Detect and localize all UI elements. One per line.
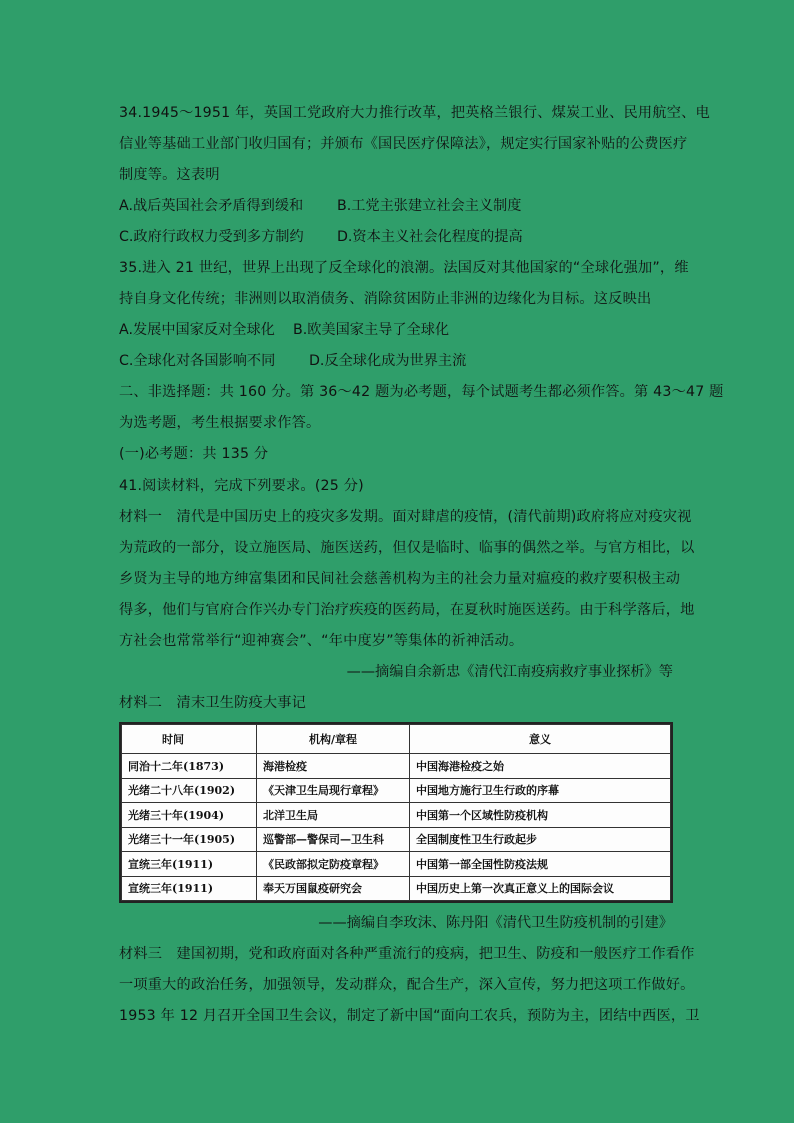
table-cell-significance: 中国第一个区域性防疫机构: [410, 803, 671, 828]
table-header-significance: 意义: [410, 725, 671, 754]
material1-line-3: 乡贤为主导的地方绅富集团和民间社会慈善机构为主的社会力量对瘟疫的救疗要积极主动: [119, 571, 681, 587]
table-cell-institution: 海港检疫: [257, 754, 410, 779]
q35-text-line-1: 35.进入 21 世纪，世界上出现了反全球化的浪潮。法国反对其他国家的“全球化强加”，维: [119, 260, 689, 276]
material1-line-4: 得多，他们与官府合作兴办专门治疗疾疫的医药局，在夏秋时施医送药。由于科学落后，地: [119, 602, 695, 618]
table-cell-institution: 《天津卫生局现行章程》: [257, 778, 410, 803]
table-cell-institution: 《民政部拟定防疫章程》: [257, 852, 410, 877]
material3-line-3: 1953 年 12 月召开全国卫生会议，制定了新中国“面向工农兵，预防为主，团结中西医，卫: [119, 1008, 700, 1024]
material1-line-5: 方社会也常常举行“迎神赛会”、“年中度岁”等集体的祈神活动。: [119, 633, 524, 649]
material1-source: ——摘编自余新忠《清代江南疫病救疗事业探析》等: [346, 664, 673, 680]
q34-option-c: C.政府行政权力受到多方制约: [119, 229, 304, 245]
table-cell-time: 同治十二年(1873): [122, 754, 257, 779]
table-header-institution: 机构/章程: [257, 725, 410, 754]
section2-text-line-1: 二、非选择题：共 160 分。第 36～42 题为必考题，每个试题考生都必须作答。第 43～47 题: [119, 384, 724, 400]
table-cell-time: 光绪三十一年(1905): [122, 827, 257, 852]
table-cell-significance: 中国历史上第一次真正意义上的国际会议: [410, 876, 671, 901]
q34-option-a: A.战后英国社会矛盾得到缓和: [119, 198, 304, 214]
table-row: [122, 827, 671, 852]
table-row: [122, 754, 671, 779]
material1-line-2: 为荒政的一部分，设立施医局、施医送药，但仅是临时、临事的偶然之举。与官方相比，以: [119, 540, 695, 556]
table-cell-significance: 中国地方施行卫生行政的序幕: [410, 778, 671, 803]
table-cell-time: 光绪三十年(1904): [122, 803, 257, 828]
q34-text-line-3: 制度等。这表明: [119, 167, 220, 183]
table-cell-institution: 奉天万国鼠疫研究会: [257, 876, 410, 901]
table-cell-time: 宣统三年(1911): [122, 876, 257, 901]
material1-line-1: 材料一 清代是中国历史上的疫灾多发期。面对肆虐的疫情，(清代前期)政府将应对疫灾视: [119, 509, 692, 525]
table-cell-significance: 中国第一部全国性防疫法规: [410, 852, 671, 877]
table-row: [122, 778, 671, 803]
material2-source: ——摘编自李玫沫、陈丹阳《清代卫生防疫机制的引建》: [318, 915, 673, 931]
q35-text-line-2: 持自身文化传统；非洲则以取消债务、消除贫困防止非洲的边缘化为目标。这反映出: [119, 291, 652, 307]
table-row: [122, 803, 671, 828]
table-cell-time: 宣统三年(1911): [122, 852, 257, 877]
q34-option-d: D.资本主义社会化程度的提高: [337, 229, 523, 245]
q41-title: 41.阅读材料，完成下列要求。(25 分): [119, 478, 364, 494]
table-cell-significance: 全国制度性卫生行政起步: [410, 827, 671, 852]
q34-text-line-1: 34.1945～1951 年，英国工党政府大力推行改革，把英格兰银行、煤炭工业、民用航空、电: [119, 105, 710, 121]
events-table-figure: [119, 722, 673, 903]
table-row: [122, 876, 671, 901]
table-cell-time: 光绪二十八年(1902): [122, 778, 257, 803]
table-cell-significance: 中国海港检疫之始: [410, 754, 671, 779]
q35-option-a: A.发展中国家反对全球化: [119, 322, 275, 338]
q34-option-b: B.工党主张建立社会主义制度: [337, 198, 522, 214]
section2-text-line-2: 为选考题，考生根据要求作答。: [119, 415, 321, 431]
material3-line-2: 一项重大的政治任务，加强领导，发动群众，配合生产，深入宣传，努力把这项工作做好。: [119, 977, 695, 993]
q35-option-d: D.反全球化成为世界主流: [309, 353, 467, 369]
material2-title: 材料二 清末卫生防疫大事记: [119, 695, 307, 711]
q35-option-c: C.全球化对各国影响不同: [119, 353, 276, 369]
q35-option-b: B.欧美国家主导了全球化: [293, 322, 450, 338]
q34-text-line-2: 信业等基础工业部门收归国有；并颁布《国民医疗保障法》，规定实行国家补贴的公费医疗: [119, 136, 688, 152]
section2-subheading: (一)必考题：共 135 分: [119, 446, 269, 462]
table-cell-institution: 北洋卫生局: [257, 803, 410, 828]
table-row: [122, 852, 671, 877]
events-table: [121, 724, 671, 901]
material3-line-1: 材料三 建国初期，党和政府面对各种严重流行的疫病，把卫生、防疫和一般医疗工作看作: [119, 946, 695, 962]
table-cell-institution: 巡警部—警保司—卫生科: [257, 827, 410, 852]
table-header-row: [122, 725, 671, 754]
table-header-time: 时间: [122, 725, 257, 754]
